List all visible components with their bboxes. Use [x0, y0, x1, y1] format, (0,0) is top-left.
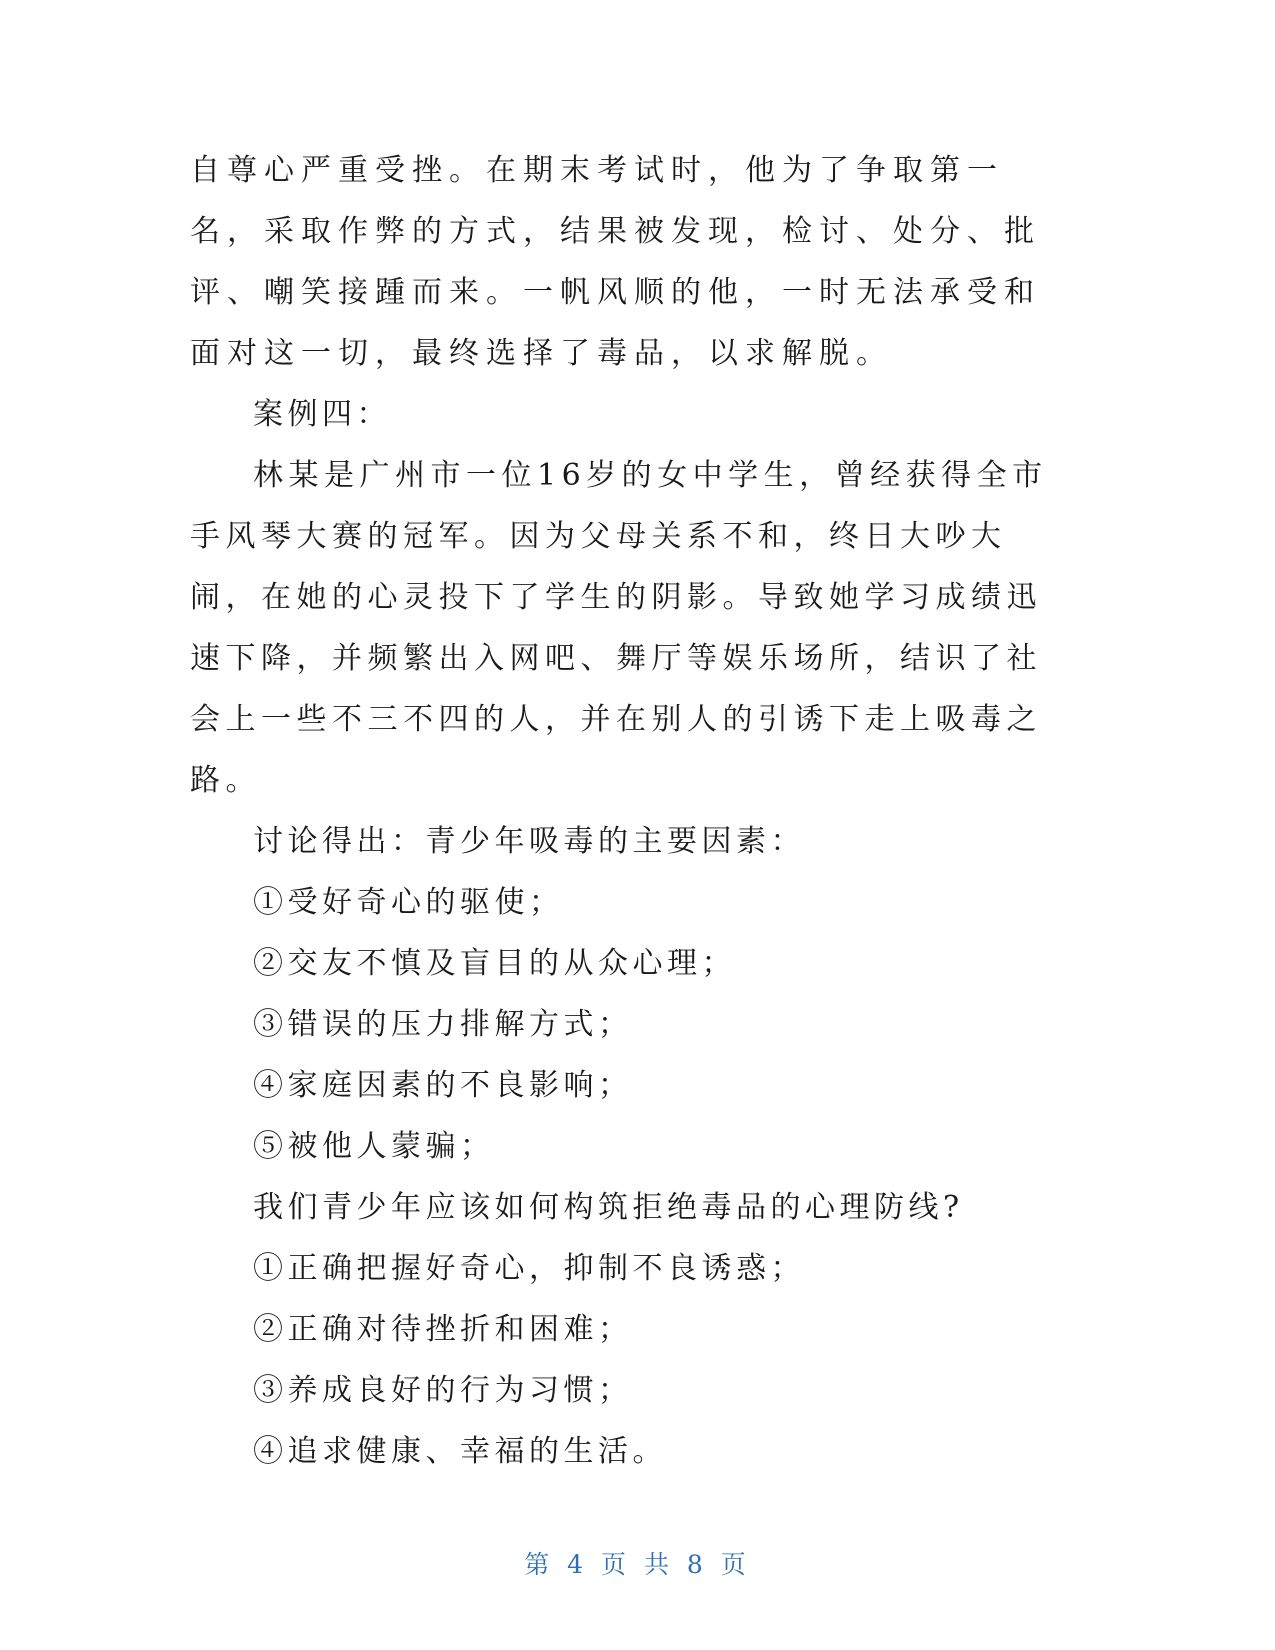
defense-item: ④追求健康、幸福的生活。: [253, 1434, 667, 1469]
case-four-paragraph: 林某是广州市一位16岁的女中学生，曾经获得全市手风琴大赛的冠军。因为父母关系不和，终日大吵大闹，在她的心灵投下了学生的阴影。导致她学习成绩迅速下降，并频繁出入网吧、舞厅等娱乐场所，结识了社会上一些不三不四的人，并在别人的引诱下走上吸毒之路。: [190, 458, 1048, 798]
case-four-heading: 案例四：: [253, 397, 391, 432]
defense-item: ②正确对待挫折和困难；: [253, 1312, 633, 1347]
defense-heading: 我们青少年应该如何构筑拒绝毒品的心理防线?: [253, 1190, 964, 1225]
factor-item: ②交友不慎及盲目的从众心理；: [253, 946, 736, 981]
factor-item: ③错误的压力排解方式；: [253, 1007, 633, 1042]
factor-item: ⑤被他人蒙骗；: [253, 1129, 495, 1164]
defense-item: ③养成良好的行为习惯；: [253, 1373, 633, 1408]
factors-heading: 讨论得出：青少年吸毒的主要因素：: [253, 824, 805, 859]
document-body: [190, 140, 1060, 1482]
page-number-footer: 第 4 页 共 8 页: [524, 1550, 751, 1579]
factor-item: ④家庭因素的不良影响；: [253, 1068, 633, 1103]
paragraph-continued: 自尊心严重受挫。在期末考试时，他为了争取第一名，采取作弊的方式，结果被发现，检讨、处分、批评、嘲笑接踵而来。一帆风顺的他，一时无法承受和面对这一切，最终选择了毒品，以求解脱。: [190, 153, 1041, 371]
defense-item: ①正确把握好奇心，抑制不良诱惑；: [253, 1251, 805, 1286]
factor-item: ①受好奇心的驱使；: [253, 885, 564, 920]
